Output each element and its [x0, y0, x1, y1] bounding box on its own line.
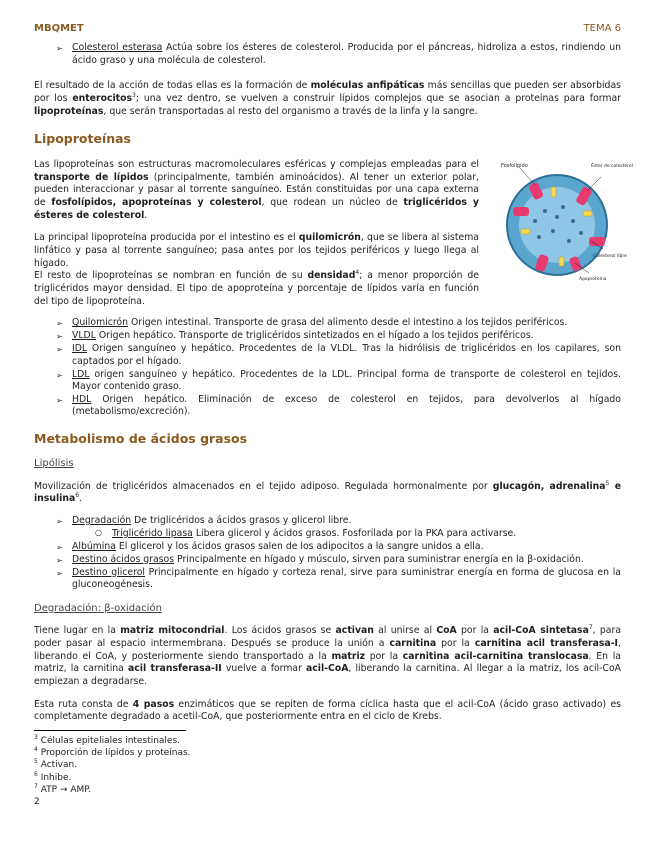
- header-topic: TEMA 6: [583, 23, 621, 34]
- list-item: ➢ Destino ácidos grasos Principalmente en hígado y músculo, sirven para suministrar energía en la β-oxidación.: [34, 554, 621, 567]
- arrow-bullet-icon: ➢: [56, 345, 63, 355]
- paragraph: Esta ruta consta de 4 pasos enzimáticos que se repiten de forma cíclica hasta que el acil-CoA (ácido graso activado) es completamente degradado a acetil-CoA, que posteriormente entra en el ciclo de Krebs.: [34, 698, 622, 723]
- list-term: Colesterol esterasa: [72, 42, 163, 53]
- footnote: $^7$ ATP → AMP.: [34, 782, 92, 795]
- paragraph: El resultado de la acción de todas ellas es la formación de moléculas anfipáticas más sencillas que pueden ser absorbidas por los enterocitos$^3$; una vez dentro, se vuelven a construir lípidos complejos que se asocian a proteínas para formar lipoproteínas, que serán transportadas al resto del organismo a través de la linfa y la sangre.: [34, 80, 621, 117]
- figure-label: Apoproteína: [579, 277, 607, 283]
- list-item: ➢ Albúmina El glicerol y los ácidos grasos salen de los adipocitos a la sangre unidos a ella.: [34, 541, 621, 554]
- list-item: ➢ Destino glicerol Principalmente en hígado y corteza renal, sirve para suministrar energía en forma de glucosa en la gluconeogénesis.: [34, 567, 621, 592]
- page-number: 2: [34, 797, 40, 808]
- footnotes: [34, 735, 621, 796]
- lipolysis-list: [34, 515, 621, 592]
- list-item: ➢ HDL Origen hepático. Eliminación de exceso de colesterol en tejidos, para devolverlos al hígado (metabolismo/excreción).: [34, 394, 621, 419]
- figure-label: Colesterol libre: [593, 254, 627, 260]
- subsection-heading: Lipólisis: [34, 458, 74, 470]
- footnote: $^6$ Inhibe.: [34, 770, 72, 783]
- section-heading: Lipoproteínas: [34, 131, 131, 147]
- list-item: ➢ Quilomicrón Origen intestinal. Transporte de grasa del alimento desde el intestino a los tejidos periféricos.: [34, 317, 621, 330]
- list-text: Actúa sobre los ésteres de colesterol. Producida por el páncreas, hidroliza a estos, rindiendo un ácido graso y una molécula de colesterol.: [72, 42, 621, 66]
- arrow-bullet-icon: ➢: [56, 555, 63, 565]
- arrow-bullet-icon: ➢: [56, 332, 63, 342]
- figure-label: Éster de colesterol: [591, 164, 633, 170]
- list-item: [34, 42, 621, 67]
- arrow-bullet-icon: ➢: [56, 542, 63, 552]
- paragraph: Movilización de triglicéridos almacenados en el tejido adiposo. Regulada hormonalmente por glucagón, adrenalina$^5$ e insulina$^6$.: [34, 479, 622, 505]
- list-item: ➢ IDL Origen sanguíneo y hepático. Procedentes de la VLDL. Tras la hidrólisis de triglicéridos en los capilares, son captados por el hígado.: [34, 343, 621, 368]
- circle-bullet-icon: ○: [95, 527, 102, 537]
- arrow-bullet-icon: ➢: [56, 319, 63, 329]
- paragraph: Las lipoproteínas son estructuras macromoleculares esféricas y complejas empleadas para el transporte de lípidos (principalmente, también aminoácidos). Al tener un exterior polar, pueden interaccionar y pasar al torrente sanguíneo. Están constituidas por una capa externa de fosfolípidos, apoproteínas y colesterol, que rodean un núcleo de triglicéridos y ésteres de colesterol.: [34, 159, 479, 221]
- page-content: [34, 42, 633, 808]
- arrow-bullet-icon: ➢: [56, 370, 63, 380]
- footnote-divider: [34, 730, 186, 731]
- footnote: $^3$ Células epiteliales intestinales.: [34, 733, 180, 746]
- arrow-bullet-icon: ➢: [56, 568, 63, 578]
- footnote: $^5$ Activan.: [34, 758, 78, 771]
- arrow-bullet-icon: ➢: [56, 44, 63, 53]
- list-item: ➢ Degradación De triglicéridos a ácidos grasos y glicerol libre.: [34, 515, 621, 528]
- list-item: ➢ LDL origen sanguíneo y hepático. Procedentes de la LDL. Principal forma de transporte de colesterol en tejidos. Mayor contenido graso.: [34, 369, 621, 394]
- arrow-bullet-icon: ➢: [56, 395, 63, 405]
- paragraph: Tiene lugar en la matriz mitocondrial. Los ácidos grasos se activan al unirse al CoA por la acil-CoA sintetasa$^7$, para poder pasar al espacio intermembrana. Después se produce la unión a carnitina por la carnitina acil transferasa-I, liberando el CoA, y posteriormente siendo transportado a la matriz por la carnitina acil-carnitina translocasa. En la matriz, la carnitina acil transferasa-II vuelve a formar acil-CoA, liberando la carnitina. Al llegar a la matriz, los acil-CoA empiezan a degradarse.: [34, 624, 622, 688]
- section-heading: Metabolismo de ácidos grasos: [34, 431, 248, 447]
- arrow-bullet-icon: ➢: [56, 516, 63, 526]
- lipoprotein-diagram: [493, 159, 633, 283]
- paragraph: La principal lipoproteína producida por el intestino es el quilomicrón, que se libera al sistema linfático y pasa al torrente sanguíneo; pasa antes por los tejidos periféricos y luego llega al hígado.: [34, 232, 479, 269]
- paragraph: El resto de lipoproteínas se nombran en función de su densidad$^4$; a menor proporción de triglicéridos mayor densidad. El tipo de apoproteína y porcentaje de lípidos varía en función del tipo de lipoproteína.: [34, 269, 479, 307]
- list-item: ➢ VLDL Origen hepático. Transporte de triglicéridos sintetizados en el hígado a los tejidos periféricos.: [34, 330, 621, 343]
- subsection-heading: Degradación: β-oxidación: [34, 602, 162, 614]
- lipoprotein-types-list: [34, 317, 621, 419]
- header-subject: MBQMET: [34, 23, 84, 34]
- sub-list-item: ○ Triglicérido lipasa Libera glicerol y ácidos grasos. Fosforilada por la PKA para activarse.: [34, 528, 621, 541]
- footnote: $^4$ Proporción de lípidos y proteínas.: [34, 746, 191, 759]
- figure-label: Fosfolípido: [501, 163, 528, 170]
- page-header: [34, 22, 621, 38]
